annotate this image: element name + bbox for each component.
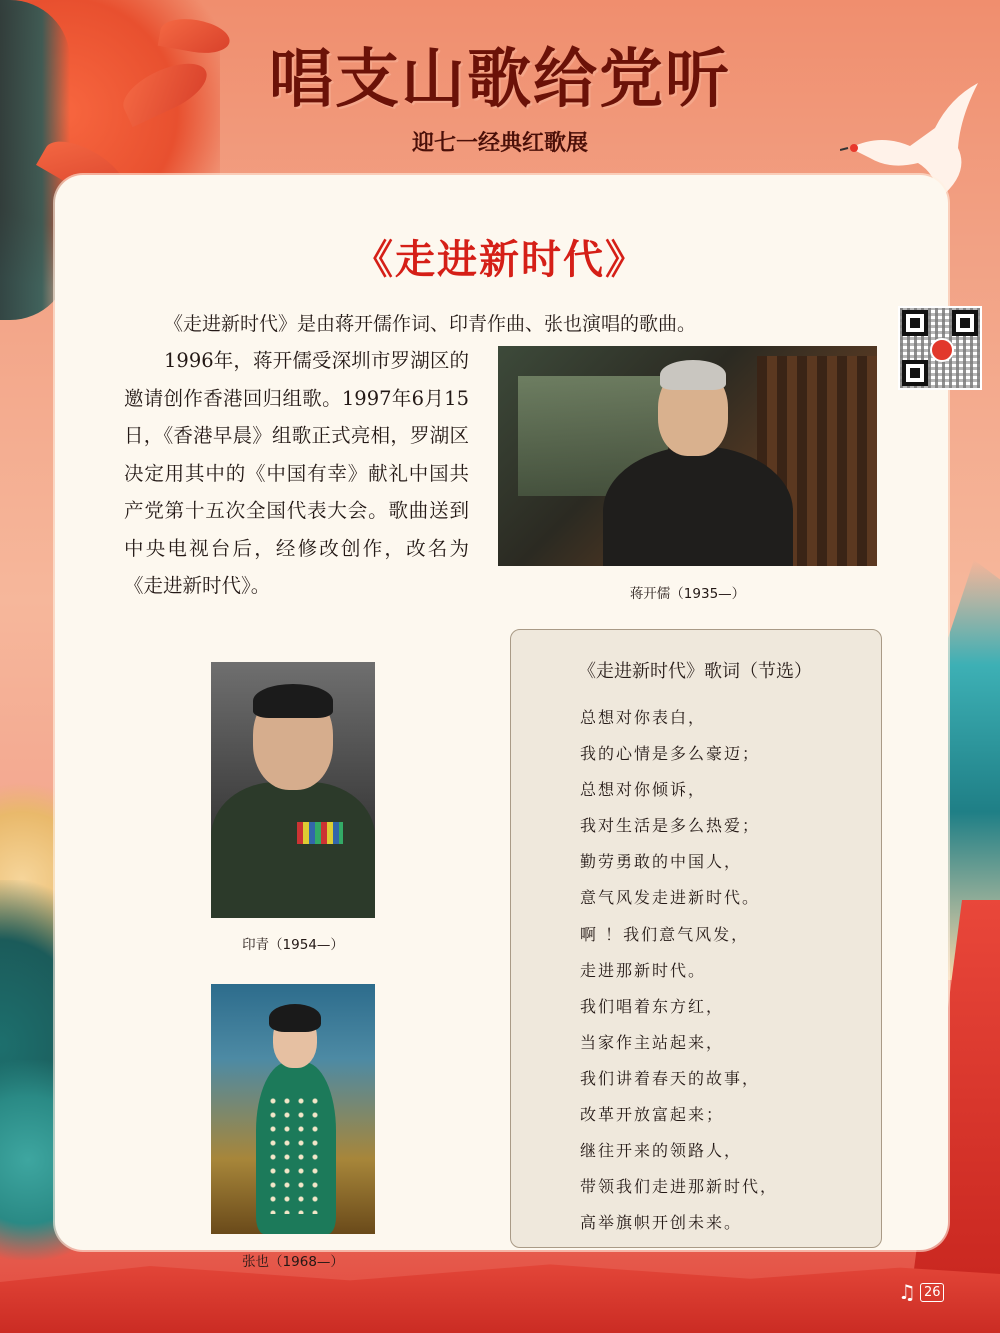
photo-jiang-kairu — [498, 346, 877, 566]
lyrics-list — [580, 700, 778, 1241]
photo-zhang-ye — [211, 984, 375, 1234]
lyric-line: 我们唱着东方红， — [580, 996, 725, 1016]
caption-jiang-kairu: 蒋开儒（1935—） — [629, 586, 746, 602]
lyrics-title: 《走进新时代》歌词（节选） — [578, 661, 812, 682]
lyric-line: 我的心情是多么豪迈； — [580, 744, 761, 764]
article-title: 《走进新时代》 — [353, 236, 647, 283]
photo-yin-qing — [211, 662, 375, 918]
music-note-icon: ♫ — [898, 1280, 916, 1304]
decorative-bottom-wave — [0, 1258, 1000, 1333]
caption-zhang-ye: 张也（1968—） — [242, 1254, 344, 1270]
lyric-line: 意气风发走进新时代。 — [580, 888, 761, 908]
body-paragraph: 1996年，蒋开儒受深圳市罗湖区的邀请创作香港回归组歌。1997年6月15日，《香港早晨》组歌正式亮相，罗湖区决定用其中的《中国有幸》献礼中国共产党第十五次全国代表大会。歌曲送到中央电视台后，经修改创作，改名为《走进新时代》。 — [124, 349, 469, 597]
intro-paragraph: 《走进新时代》是由蒋开儒作词、印青作曲、张也演唱的歌曲。 — [164, 313, 697, 335]
lyric-line: 继往开来的领路人， — [580, 1141, 743, 1161]
page-number-badge — [898, 1278, 960, 1306]
lyric-line: 带领我们走进那新时代， — [580, 1177, 779, 1197]
header-title: 唱支山歌给党听 — [269, 42, 731, 117]
lyric-line: 总想对你表白， — [580, 708, 707, 727]
lyric-line: 当家作主站起来， — [580, 1032, 725, 1052]
qr-code-icon[interactable] — [898, 306, 982, 390]
lyric-line: 总想对你倾诉， — [580, 780, 707, 800]
lyric-line: 改革开放富起来； — [580, 1105, 725, 1125]
caption-yin-qing: 印青（1954—） — [242, 937, 344, 953]
lyric-line: 勤劳勇敢的中国人， — [580, 852, 743, 872]
lyric-line: 走进那新时代。 — [580, 960, 707, 980]
lyric-line: 啊 ！我们意气风发， — [580, 924, 750, 944]
lyric-line: 我们讲着春天的故事， — [580, 1068, 761, 1088]
page-number: 26 — [920, 1283, 945, 1302]
header-subtitle: 迎七一经典红歌展 — [411, 131, 588, 156]
lyric-line: 高举旗帜开创未来。 — [580, 1213, 743, 1233]
lyric-line: 我对生活是多么热爱； — [580, 816, 761, 836]
